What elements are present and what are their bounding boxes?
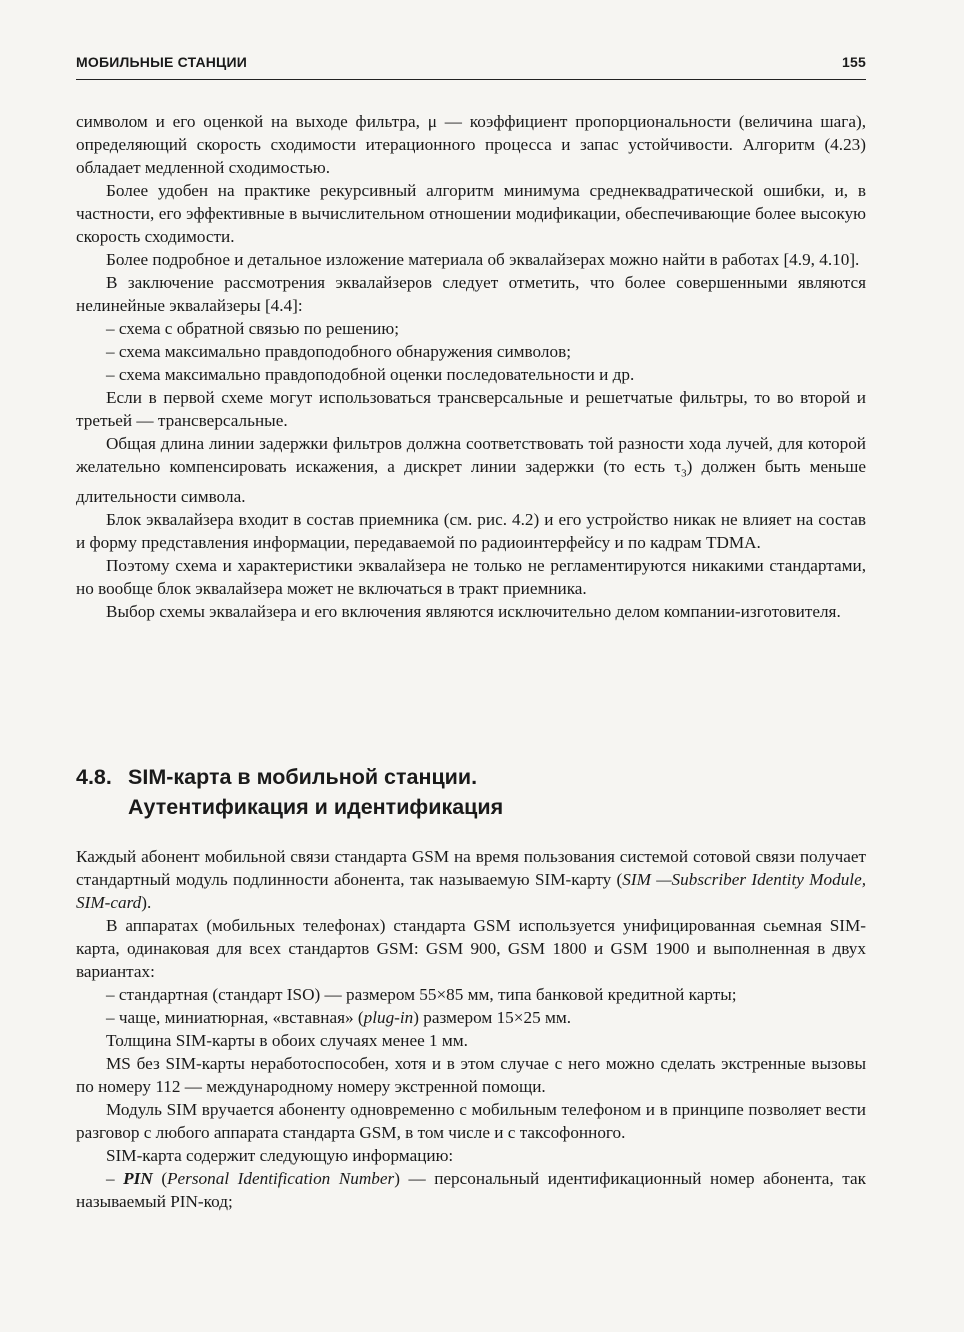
section-text — [76, 845, 866, 1213]
paragraph: Модуль SIM вручается абоненту одновременно с мобильным телефоном и в принципе позволяет вести разговор с любого аппарата стандарта GSM, в том числе и с таксофонного. — [76, 1100, 866, 1142]
paragraph: Если в первой схеме могут использоваться трансверсальные и решетчатые фильтры, то во второй и третьей — трансверсальные. — [76, 388, 866, 430]
paragraph: Поэтому схема и характеристики эквалайзера не только не регламентируются никакими стандартами, но вообще блок эквалайзера может не включаться в тракт приемника. — [76, 556, 866, 599]
paragraph: Блок эквалайзера входит в состав приемника (см. рис. 4.2) и его устройство никак не влияет на состав и форму представления информации, передаваемой по радиоинтерфейсу и по кадрам TDMA. — [76, 510, 866, 553]
section-heading — [76, 762, 866, 822]
list-item: – схема максимально правдоподобного обнаружения символов; — [106, 342, 571, 361]
paragraph: MS без SIM-карты неработоспособен, хотя и в этом случае с него можно сделать экстренные вызовы по номеру 112 — международному номеру экстренной помощи. — [76, 1054, 866, 1096]
paragraph: SIM-карта содержит следующую информацию: — [106, 1146, 454, 1165]
section-number: 4.8. — [76, 765, 112, 789]
list-item: – стандартная (стандарт ISO) — размером 55×85 мм, типа банковой кредитной карты; — [106, 985, 737, 1004]
paragraph: В аппаратах (мобильных телефонах) стандарта GSM используется унифицированная сьемная SIM-карта, одинаковая для всех стандартов GSM: GSM 900, GSM 1800 и GSM 1900 и выполненная в двух вариантах: — [76, 916, 866, 981]
list-item: – схема максимально правдоподобной оценки последовательности и др. — [106, 365, 635, 384]
section-title-line-1: SIM-карта в мобильной станции. — [128, 765, 478, 789]
paragraph: Более удобен на практике рекурсивный алгоритм минимума среднеквадратической ошибки, и, в частности, его эффективные в вычислительном отношении модификации, обеспечивающие более высокую скорость сходимости. — [76, 181, 866, 246]
section-title-line-2: Аутентификация и идентификация — [128, 795, 504, 819]
running-header — [76, 54, 866, 70]
header-rule — [76, 79, 866, 80]
paragraph: Более подробное и детальное изложение материала об эквалайзерах можно найти в работах [4.9, 4.10]. — [106, 250, 860, 269]
paragraph: Выбор схемы эквалайзера и его включения являются исключительно делом компании-изготовителя. — [106, 602, 841, 622]
paragraph: Толщина SIM-карты в обоих случаях менее 1 мм. — [106, 1031, 468, 1050]
list-item: – схема с обратной связью по решению; — [106, 319, 399, 338]
page-number: 155 — [842, 54, 866, 70]
paragraph: Каждый абонент мобильной связи стандарта GSM на время пользования системой сотовой связи получает стандартный модуль подлинности абонента, так называемую SIM-карту (SIM —Subscriber Identity Module, SIM-card). — [76, 847, 867, 912]
main-text — [76, 110, 866, 623]
paragraph: Общая длина линии задержки фильтров должна соответствовать той разности хода лучей, для которой желательно компенсировать искажения, а дискрет линии задержки (то есть $\tau_3$) должен быть меньше длительности символа. — [76, 434, 867, 507]
list-item: – PIN (Personal Identification Number) — персональный идентификационный номер абонента, так называемый PIN-код; — [76, 1169, 866, 1211]
list-item: – чаще, миниатюрная, «вставная» (plug-in) размером 15×25 мм. — [106, 1008, 572, 1027]
paragraph: В заключение рассмотрения эквалайзеров следует отметить, что более совершенными являются нелинейные эквалайзеры [4.4]: — [76, 273, 866, 315]
running-title: МОБИЛЬНЫЕ СТАНЦИИ — [76, 54, 248, 70]
paragraph: символом и его оценкой на выходе фильтра, μ — коэффициент пропорциональности (величина шага), определяющий скорость сходимости итерационного процесса и запас устойчивости. Алгоритм (4.23) обладает медленной сходимостью. — [76, 112, 866, 177]
